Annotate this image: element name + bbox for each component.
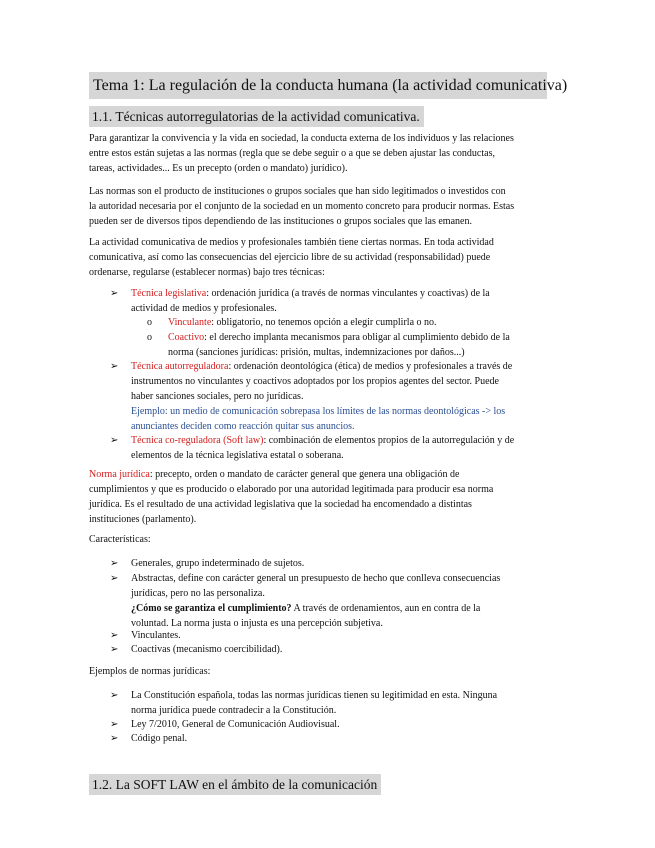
page-title: Tema 1: La regulación de la conducta humana (la actividad comunicativa) bbox=[89, 72, 547, 99]
paragraph-actividad-comunicativa bbox=[89, 235, 494, 280]
list-item-ley-7-2010: Ley 7/2010, General de Comunicación Audiovisual. bbox=[131, 719, 340, 730]
line: Las normas son el producto de instituciones o grupos sociales que han sido legitimados o investidos con bbox=[89, 186, 506, 197]
list-item-tecnica-legislativa bbox=[131, 286, 490, 316]
list-item-generales: Generales, grupo indeterminado de sujetos. bbox=[131, 558, 305, 569]
list-item-tecnica-coreguladora bbox=[131, 433, 514, 463]
arrow-bullet-icon: ➢ bbox=[110, 733, 119, 744]
circle-bullet-icon: o bbox=[147, 332, 152, 343]
text: La Constitución española, todas las normas jurídicas tienen su legitimidad en esta. Ninguna bbox=[131, 690, 498, 701]
term-norma-juridica: Norma jurídica bbox=[89, 469, 150, 480]
text: : el derecho implanta mecanismos para obligar al cumplimiento debido de la bbox=[204, 332, 510, 343]
text: norma (sanciones jurídicas: prisión, multas, indemnizaciones por daños...) bbox=[168, 347, 465, 358]
line: pueden ser de diversos tipos dependiendo de las instituciones o grupos sociales que las emanen. bbox=[89, 216, 472, 227]
sub-item-coactivo bbox=[168, 330, 510, 360]
text: norma jurídica puede contradecir a la Constitución. bbox=[131, 705, 337, 716]
text: actividad de medios y profesionales. bbox=[131, 303, 277, 314]
text: jurídica. Es el resultado de una actividad legislativa que la sociedad ha encomendado a distintas bbox=[89, 499, 472, 510]
arrow-bullet-icon: ➢ bbox=[110, 644, 119, 655]
arrow-bullet-icon: ➢ bbox=[110, 690, 119, 701]
section-heading-1-1: 1.1. Técnicas autorregulatorias de la actividad comunicativa. bbox=[89, 106, 424, 127]
arrow-bullet-icon: ➢ bbox=[110, 558, 119, 569]
text: : ordenación deontológica (ética) de medios y profesionales a través de bbox=[228, 361, 513, 372]
arrow-bullet-icon: ➢ bbox=[110, 573, 119, 584]
term-tecnica-legislativa: Técnica legislativa bbox=[131, 288, 207, 299]
term-vinculante: Vinculante bbox=[168, 317, 212, 328]
text: : precepto, orden o mandato de carácter general que genera una obligación de bbox=[149, 469, 460, 480]
text: instrumentos no vinculantes y coactivos adoptados por los propios agentes del sector. Puede bbox=[131, 376, 499, 387]
circle-bullet-icon: o bbox=[147, 317, 152, 328]
text: A través de ordenamientos, aun en contra de la bbox=[291, 603, 481, 614]
ejemplo-line-1: Ejemplo: un medio de comunicación sobrepasa los límites de las normas deontológicas -> los bbox=[131, 406, 506, 417]
line: comunicativa, así como las consecuencias del ejercicio libre de su actividad (responsabilidad) puede bbox=[89, 252, 491, 263]
list-item-abstractas bbox=[131, 571, 500, 631]
arrow-bullet-icon: ➢ bbox=[110, 361, 119, 372]
text: cumplimientos y que es producido o elaborado por una autoridad legitimada para producir esa norma bbox=[89, 484, 494, 495]
arrow-bullet-icon: ➢ bbox=[110, 719, 119, 730]
text: instituciones (parlamento). bbox=[89, 514, 197, 525]
arrow-bullet-icon: ➢ bbox=[110, 435, 119, 446]
line: tareas, actividades... Es un precepto (orden o mandato) jurídico). bbox=[89, 163, 348, 174]
text: Abstractas, define con carácter general un presupuesto de hecho que conlleva consecuencias bbox=[131, 573, 501, 584]
sub-item-vinculante bbox=[168, 315, 437, 330]
paragraph-norma-juridica bbox=[89, 467, 493, 527]
text: : obligatorio, no tenemos opción a elegir cumplirla o no. bbox=[211, 317, 437, 328]
list-item-coactivas: Coactivas (mecanismo coercibilidad). bbox=[131, 644, 283, 655]
label-ejemplos: Ejemplos de normas jurídicas: bbox=[89, 666, 211, 677]
text: jurídicas, pero no las personaliza. bbox=[131, 588, 265, 599]
arrow-bullet-icon: ➢ bbox=[110, 288, 119, 299]
paragraph-normas-intro bbox=[89, 131, 514, 176]
line: ordenarse, regularse (establecer normas) bajo tres técnicas: bbox=[89, 267, 325, 278]
label-caracteristicas: Características: bbox=[89, 534, 151, 545]
section-heading-1-2: 1.2. La SOFT LAW en el ámbito de la comunicación bbox=[89, 774, 381, 795]
text: : combinación de elementos propios de la autorregulación y de bbox=[263, 435, 515, 446]
list-item-codigo-penal: Código penal. bbox=[131, 733, 188, 744]
arrow-bullet-icon: ➢ bbox=[110, 630, 119, 641]
list-item-vinculantes: Vinculantes. bbox=[131, 630, 181, 641]
text: voluntad. La norma justa o injusta es una percepción subjetiva. bbox=[131, 618, 383, 629]
question-bold: ¿Cómo se garantiza el cumplimiento? bbox=[131, 603, 292, 614]
paragraph-normas-producto bbox=[89, 184, 514, 229]
list-item-tecnica-autorreguladora bbox=[131, 359, 512, 434]
line: la autoridad necesaria por el conjunto de la sociedad en un momento concreto para producir normas. Estas bbox=[89, 201, 515, 212]
line: entre estos están sujetas a las normas (regla que se debe seguir o a que se deben ajustar las conductas, bbox=[89, 148, 495, 159]
text: : ordenación jurídica (a través de normas vinculantes y coactivas) de la bbox=[206, 288, 490, 299]
term-tecnica-coreguladora: Técnica co-reguladora (Soft law) bbox=[131, 435, 264, 446]
term-tecnica-autorreguladora: Técnica autorreguladora bbox=[131, 361, 229, 372]
text: elementos de la técnica legislativa estatal o soberana. bbox=[131, 450, 344, 461]
text: haber sanciones sociales, pero no jurídicas. bbox=[131, 391, 304, 402]
term-coactivo: Coactivo bbox=[168, 332, 205, 343]
line: La actividad comunicativa de medios y profesionales también tiene ciertas normas. En toda actividad bbox=[89, 237, 494, 248]
line: Para garantizar la convivencia y la vida en sociedad, la conducta externa de los individuos y las relaciones bbox=[89, 133, 514, 144]
list-item-constitucion bbox=[131, 688, 497, 718]
ejemplo-line-2: anunciantes deciden como reacción quitar sus anuncios. bbox=[131, 421, 355, 432]
